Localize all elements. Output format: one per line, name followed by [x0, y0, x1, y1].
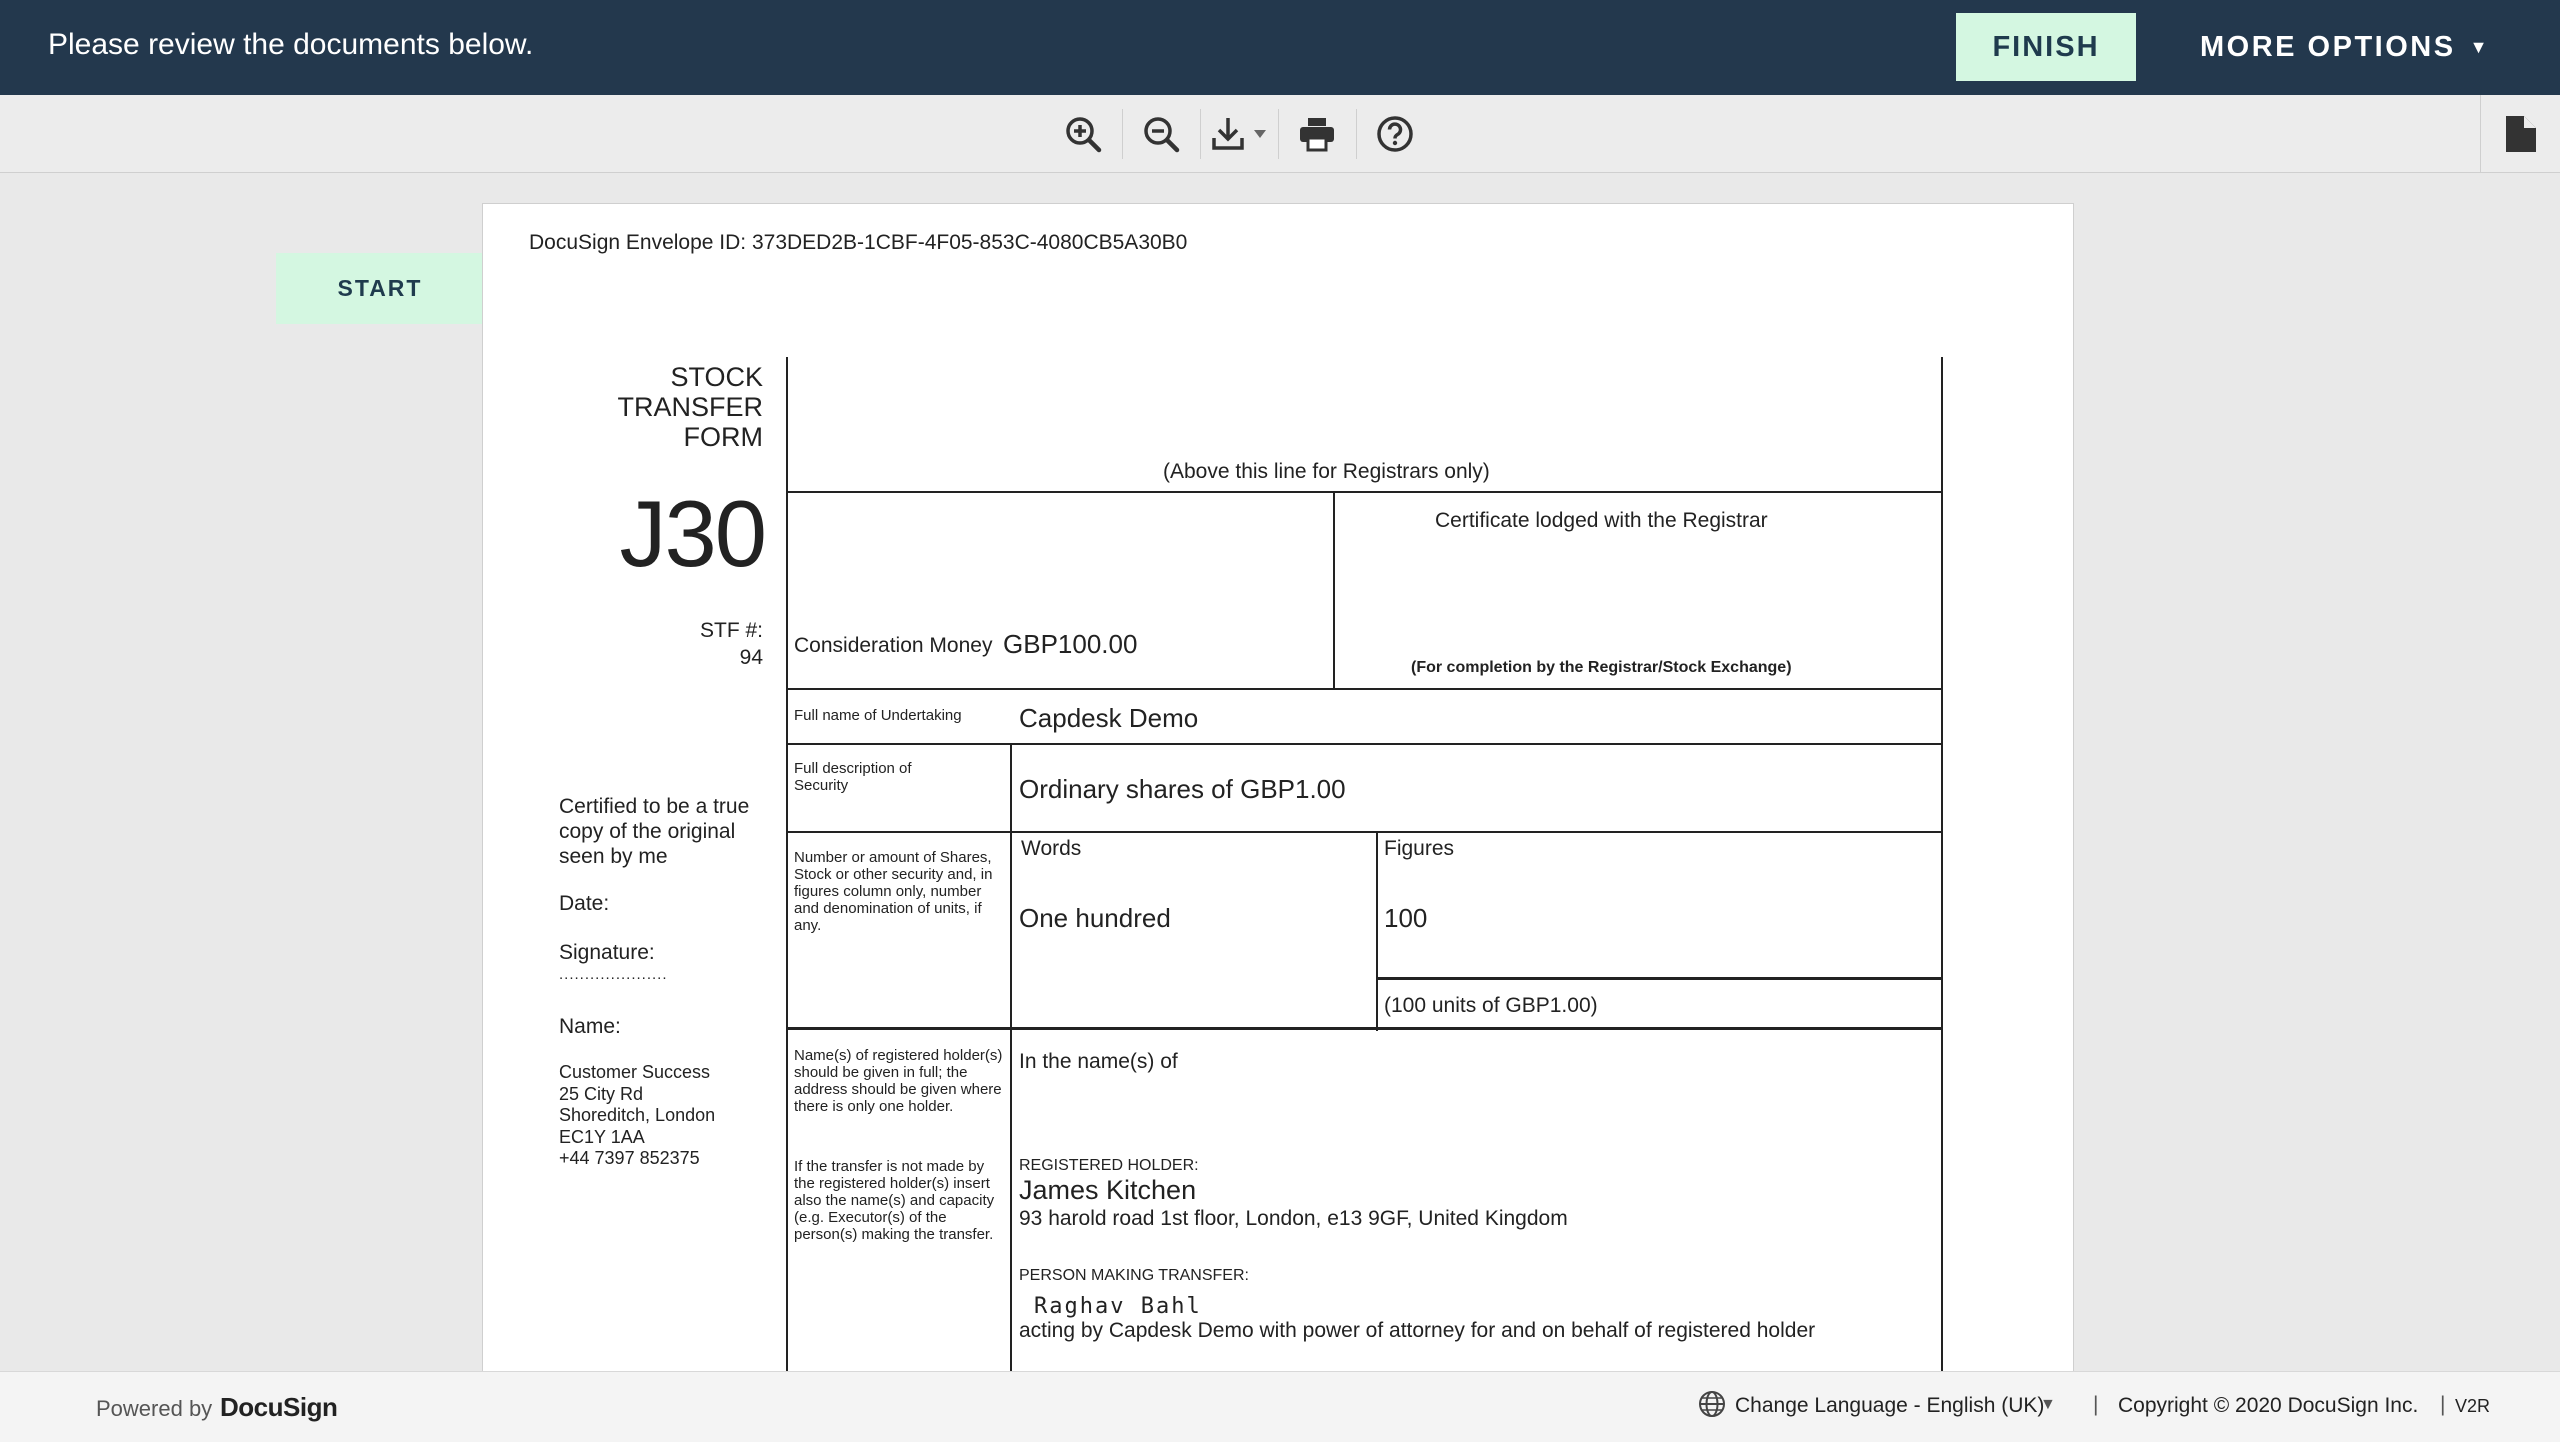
version-label: V2R	[2455, 1396, 2491, 1416]
certified-address: Customer Success 25 City Rd Shoreditch, London EC1Y 1AA +44 7397 852375	[559, 1062, 716, 1168]
caret-down-icon: ▼	[2469, 36, 2490, 57]
toolbar-divider	[1200, 109, 1201, 159]
finish-button[interactable]: FINISH	[1956, 13, 2136, 81]
person-transfer-name: Raghav Bahl	[1034, 1294, 1202, 1319]
registered-holder-name: James Kitchen	[1019, 1175, 1197, 1205]
toolbar-divider	[1356, 109, 1357, 159]
footer-separator: |	[2440, 1393, 2446, 1416]
footer	[0, 1371, 2560, 1442]
certified-text: Certified to be a true copy of the original seen by me	[559, 795, 750, 868]
form-line	[1376, 831, 1378, 1031]
top-banner	[0, 0, 2560, 95]
form-line	[1376, 977, 1943, 980]
form-line	[786, 491, 1943, 493]
copyright: Copyright © 2020 DocuSign Inc.	[2118, 1394, 2419, 1417]
print-icon[interactable]	[1290, 107, 1344, 161]
download-icon[interactable]	[1208, 107, 1274, 161]
in-names-of: In the name(s) of	[1019, 1050, 1178, 1073]
holders-label: Name(s) of registered holder(s) should be given in full; the address should be given where there is only one holder.	[794, 1047, 1003, 1115]
envelope-id: DocuSign Envelope ID: 373DED2B-1CBF-4F05-853C-4080CB5A30B0	[529, 231, 1188, 254]
consideration-value: GBP100.00	[1003, 629, 1138, 659]
powered-by: Powered by	[96, 1396, 213, 1421]
words-value: One hundred	[1019, 903, 1171, 933]
form-line	[786, 357, 788, 1372]
review-message: Please review the documents below.	[48, 28, 534, 61]
form-line	[786, 1027, 1943, 1030]
form-line	[1941, 357, 1943, 1372]
person-transfer-label: PERSON MAKING TRANSFER:	[1019, 1267, 1249, 1284]
holders-label-2: If the transfer is not made by the registered holder(s) insert also the name(s) and capacity (e.g. Executor(s) of the person(s) making the transfer.	[794, 1158, 995, 1243]
registered-holder-address: 93 harold road 1st floor, London, e13 9GF, United Kingdom	[1019, 1207, 1568, 1230]
figures-value: 100	[1384, 903, 1428, 933]
signature-label: Signature:	[559, 941, 655, 964]
figures-label: Figures	[1384, 837, 1455, 860]
stf-number: STF #: 94	[699, 619, 763, 669]
amount-label: Number or amount of Shares, Stock or other security and, in figures column only, number and denomination of units, if any.	[794, 849, 993, 934]
help-icon[interactable]	[1368, 107, 1422, 161]
start-button[interactable]: START	[276, 253, 484, 324]
form-code: J30	[619, 481, 765, 586]
form-line	[786, 688, 1943, 690]
zoom-in-icon[interactable]	[1056, 107, 1110, 161]
footer-separator: |	[2093, 1393, 2099, 1416]
document-toolbar	[0, 95, 2560, 173]
change-language-link[interactable]: Change Language - English (UK)	[1735, 1394, 2045, 1417]
consideration-label: Consideration Money	[794, 634, 993, 657]
form-line	[786, 743, 1943, 745]
form-title: STOCK TRANSFER FORM	[617, 362, 763, 452]
language-caret-icon[interactable]: ▼	[2040, 1396, 2056, 1413]
globe-icon[interactable]	[1698, 1390, 1726, 1423]
date-label: Date:	[559, 892, 610, 915]
registered-holder-label: REGISTERED HOLDER:	[1019, 1157, 1199, 1174]
name-label: Name:	[559, 1015, 621, 1038]
form-line	[1333, 491, 1335, 689]
toolbar-divider	[1278, 109, 1279, 159]
docusign-logo: DocuSign	[220, 1392, 338, 1422]
form-line	[1010, 743, 1012, 1372]
acting-note: acting by Capdesk Demo with power of attorney for and on behalf of registered holder	[1019, 1319, 1816, 1342]
signature-dots: .....................	[559, 966, 668, 983]
toolbar-divider	[1122, 109, 1123, 159]
document-page	[482, 203, 2074, 1373]
certificate-lodged: Certificate lodged with the Registrar	[1435, 509, 1768, 532]
document-panel-icon[interactable]	[2480, 95, 2560, 172]
undertaking-label: Full name of Undertaking	[794, 707, 962, 724]
registrars-note: (Above this line for Registrars only)	[1163, 460, 1490, 483]
security-label: Full description of Security	[794, 760, 912, 794]
more-options-label: MORE OPTIONS	[2200, 30, 2456, 63]
form-line	[786, 831, 1943, 833]
more-options-button[interactable]	[2200, 13, 2490, 81]
words-label: Words	[1021, 837, 1082, 860]
completion-note: (For completion by the Registrar/Stock Exchange)	[1411, 659, 1792, 676]
units-note: (100 units of GBP1.00)	[1384, 994, 1598, 1017]
zoom-out-icon[interactable]	[1134, 107, 1188, 161]
security-value: Ordinary shares of GBP1.00	[1019, 774, 1346, 804]
undertaking-value: Capdesk Demo	[1019, 703, 1199, 733]
